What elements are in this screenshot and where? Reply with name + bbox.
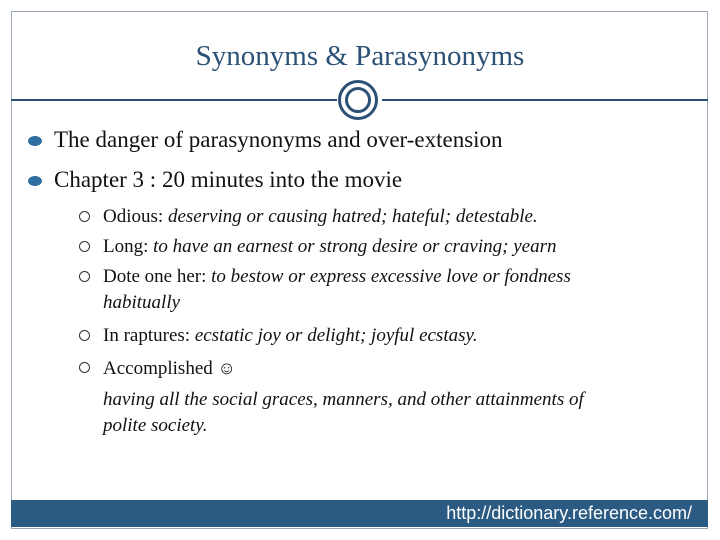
definition: deserving or causing hatred; hateful; detestable. (167, 206, 538, 227)
definition: ecstatic joy or delight; joyful ecstasy. (194, 325, 478, 346)
circle-bullet-icon (79, 271, 90, 282)
definition: to have an earnest or strong desire or craving; yearn (153, 236, 557, 257)
bullet-dot-icon (28, 136, 42, 146)
circle-bullet-icon (79, 330, 90, 341)
term: Odious: (103, 206, 168, 227)
source-url: http://dictionary.reference.com/ (446, 503, 692, 523)
bullet-text: The danger of parasynonyms and over-extension (54, 127, 503, 152)
definition: to bestow or express excessive love or fondness habitually (103, 266, 571, 313)
slide-title: Synonyms & Parasynonyms (195, 40, 525, 72)
term: Accomplished (103, 358, 218, 379)
term: In raptures: (103, 325, 195, 346)
term: Long: (103, 236, 154, 257)
ring-ornament-icon (338, 80, 378, 120)
bullet-dot-icon (28, 176, 42, 186)
bullet-text: Chapter 3 : 20 minutes into the movie (54, 167, 403, 192)
circle-bullet-icon (79, 211, 90, 222)
term: Dote one her: (103, 266, 212, 287)
definition: having all the social graces, manners, and other attainments of polite society. (103, 389, 584, 436)
circle-bullet-icon (79, 241, 90, 252)
smiley-icon: ☺ (217, 358, 236, 378)
circle-bullet-icon (79, 362, 90, 373)
footer-bar (11, 500, 708, 527)
title-divider-right (382, 99, 708, 101)
title-divider-left (11, 99, 337, 101)
